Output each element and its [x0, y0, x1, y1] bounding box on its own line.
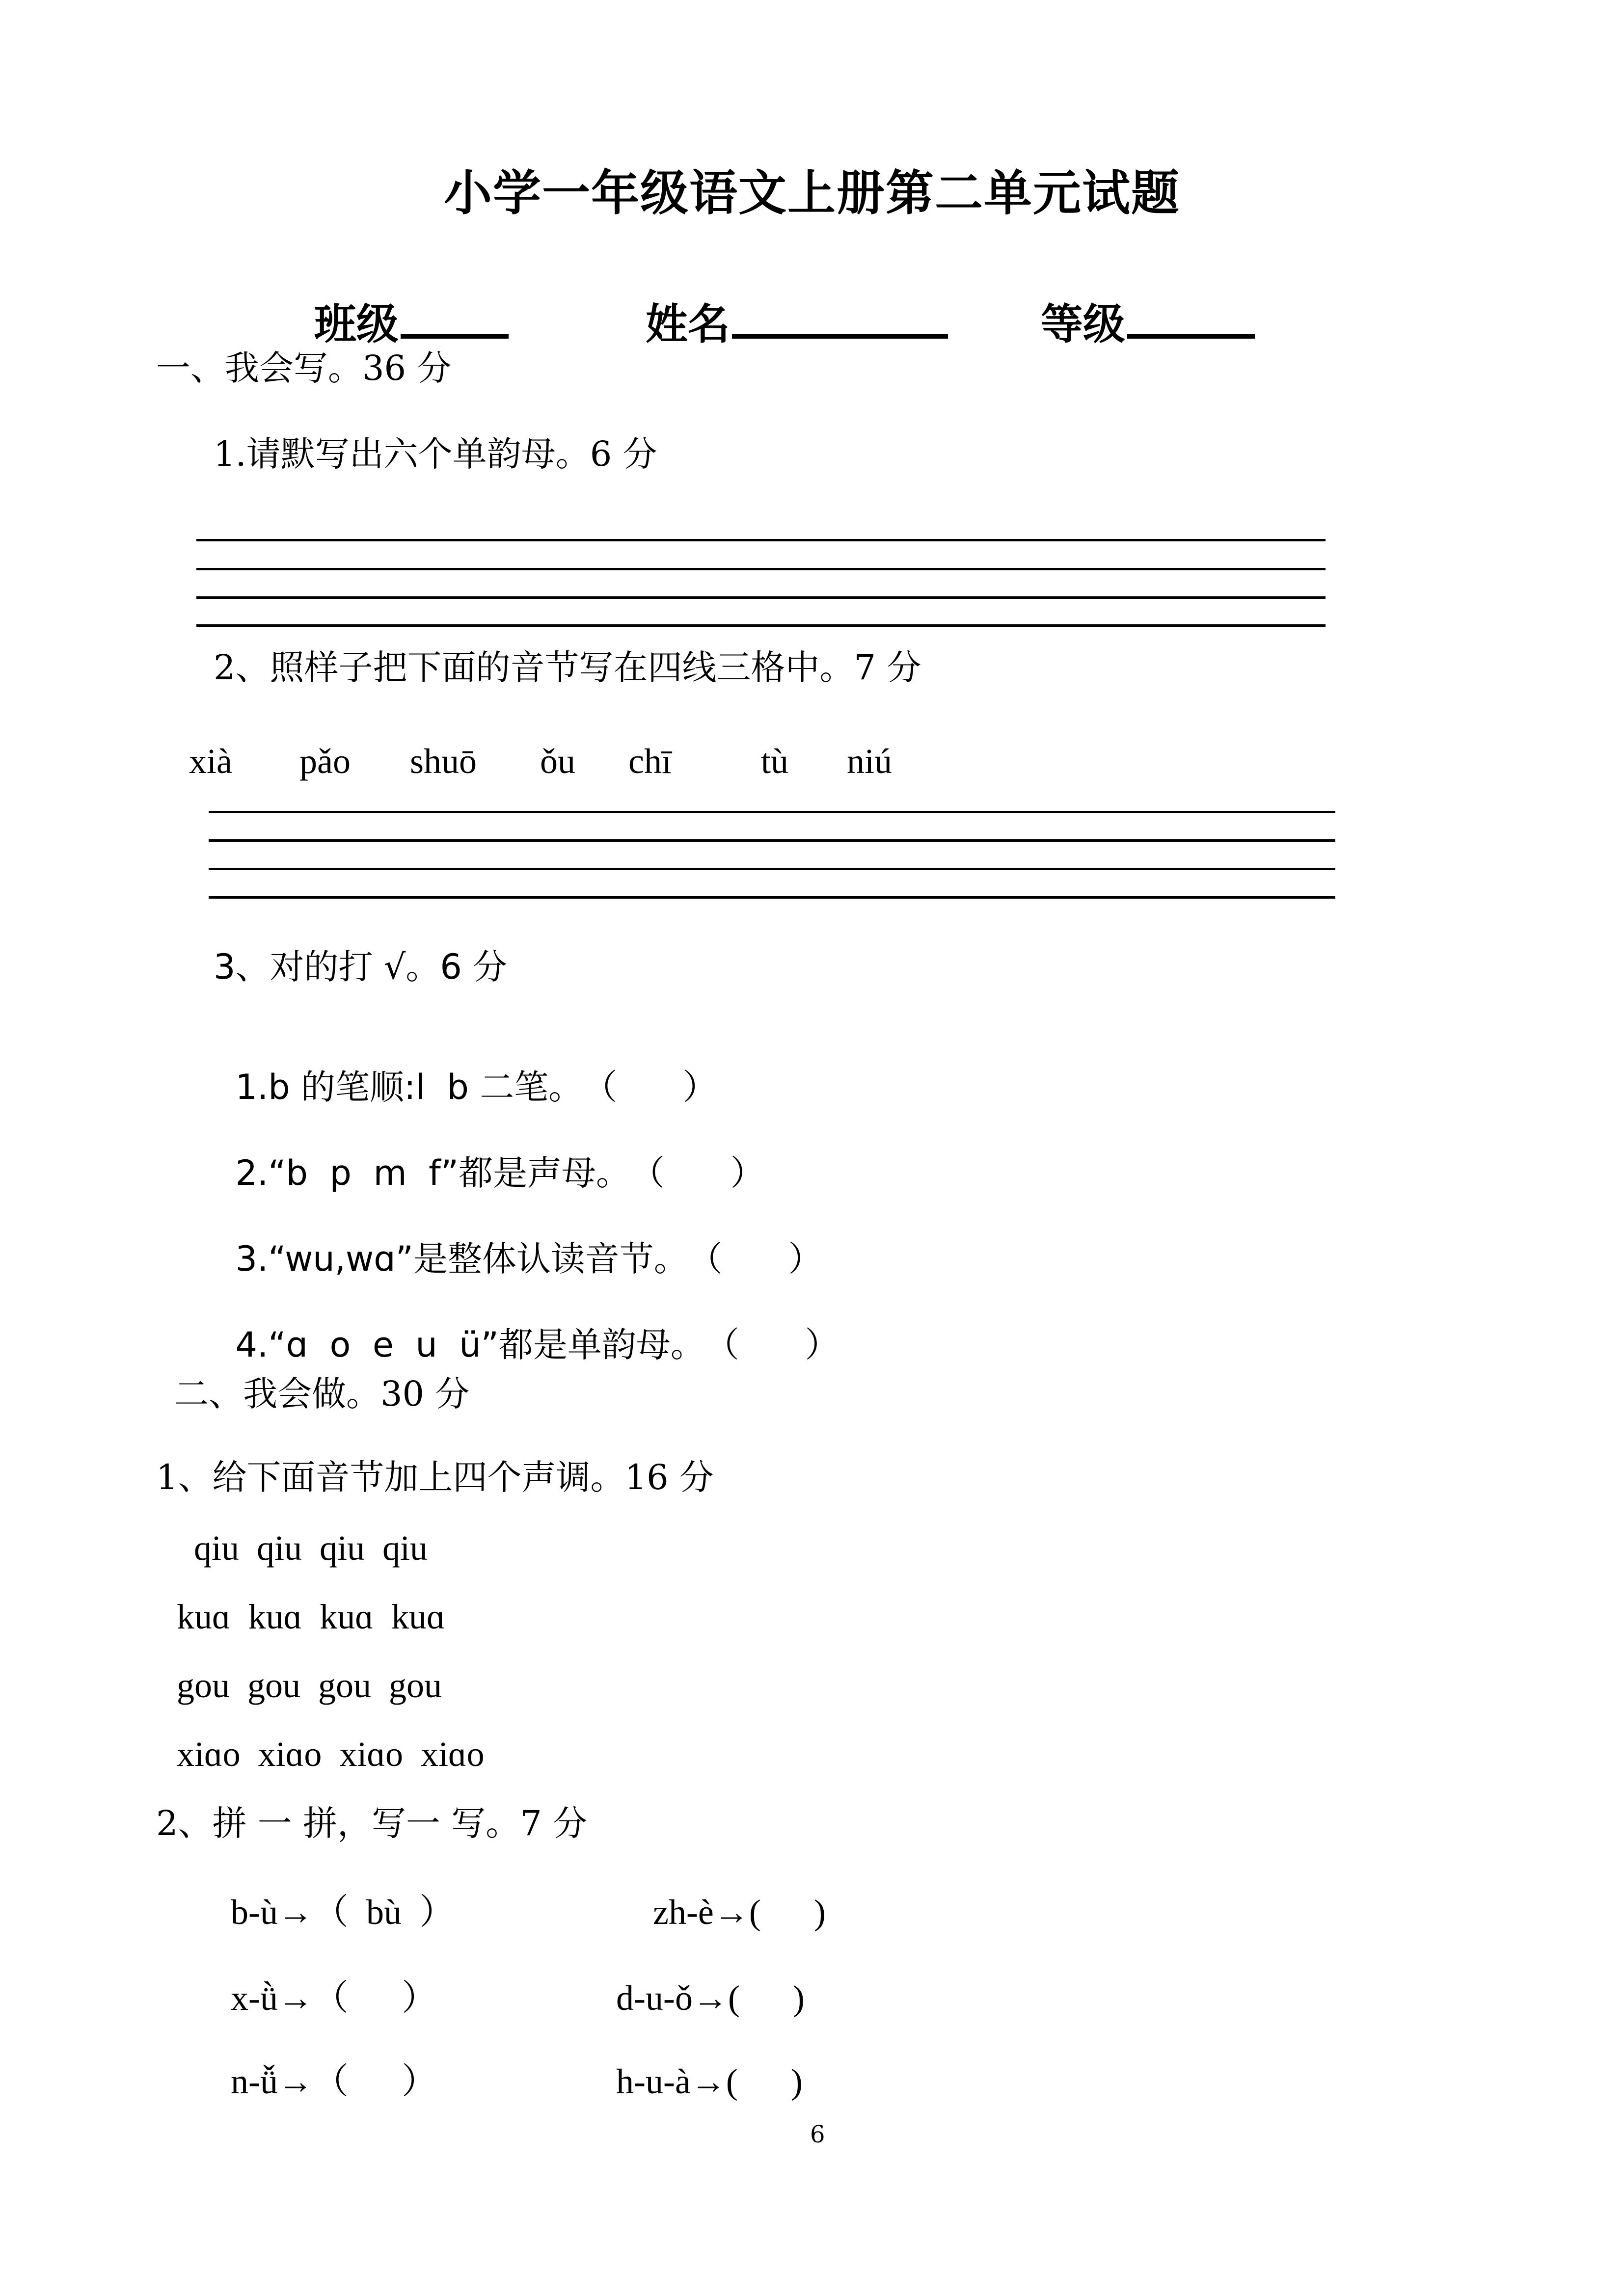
grade-blank[interactable]	[1127, 300, 1255, 339]
spell-item[interactable]: h-u-à→( )	[616, 2062, 803, 2101]
q3-item	[214, 1036, 717, 1107]
grade-field	[1011, 258, 1255, 349]
spell-item[interactable]: d-u-ǒ→( )	[616, 1978, 805, 2018]
writing-line	[209, 868, 1335, 870]
q2-syllable: xià	[189, 742, 232, 781]
s2-q1-prompt: 1、给下面音节加上四个声调。16 分	[156, 1457, 714, 1497]
q2-syllable: chī	[628, 742, 672, 781]
name-field	[616, 258, 948, 349]
q2-syllable: tù	[761, 742, 789, 781]
section2-heading: 二、我会做。30 分	[174, 1374, 470, 1414]
q2-prompt: 2、照样子把下面的音节写在四线三格中。7 分	[214, 647, 921, 688]
class-field	[285, 258, 509, 349]
name-blank[interactable]	[732, 300, 948, 339]
q3-item-text: 4.“ɑ o e u ü”都是单韵母。	[235, 1325, 705, 1365]
class-blank[interactable]	[401, 300, 509, 339]
answer-paren[interactable]: （ ）	[583, 1067, 717, 1107]
writing-line	[209, 811, 1335, 813]
answer-paren[interactable]: （ ）	[688, 1239, 823, 1279]
q2-syllable: pǎo	[299, 742, 351, 781]
tone-row: gou gou gou gou	[177, 1666, 442, 1705]
writing-line	[196, 568, 1326, 570]
q3-item-text: 2.“b p m f”都是声母。	[235, 1153, 631, 1193]
q2-syllable: shuō	[410, 742, 477, 781]
spell-item[interactable]: n-ǚ→（ ）	[231, 2062, 437, 2101]
q1-prompt: 1.请默写出六个单韵母。6 分	[214, 434, 657, 474]
writing-line	[196, 624, 1326, 627]
section1-heading: 一、我会写。36 分	[156, 348, 452, 388]
name-label: 姓名	[645, 300, 730, 349]
q3-item-text: 1.b 的笔顺:l b 二笔。	[235, 1067, 583, 1107]
answer-paren[interactable]: （ ）	[704, 1325, 839, 1365]
writing-line	[209, 896, 1335, 899]
q2-syllable: niú	[847, 742, 893, 781]
spell-item[interactable]: x-ǜ→（ ）	[231, 1978, 437, 2018]
class-label: 班级	[314, 300, 399, 349]
spell-item[interactable]: zh-è→( )	[653, 1893, 826, 1932]
answer-paren[interactable]: （ ）	[630, 1153, 765, 1193]
q2-syllable: ǒu	[540, 742, 575, 781]
writing-line	[196, 539, 1326, 541]
page-title: 小学一年级语文上册第二单元试题	[443, 165, 1180, 221]
q3-item	[214, 1293, 839, 1365]
page-number: 6	[810, 2121, 825, 2148]
tone-row: qiu qiu qiu qiu	[194, 1528, 428, 1568]
q3-item	[214, 1121, 765, 1193]
spell-item[interactable]: b-ù→（ bù ）	[231, 1893, 455, 1932]
q3-prompt: 3、对的打 √。6 分	[214, 947, 508, 987]
s2-q2-prompt: 2、拼 一 拼，写一 写。7 分	[156, 1803, 588, 1843]
q3-item	[214, 1207, 823, 1279]
tone-row: xiɑo xiɑo xiɑo xiɑo	[177, 1735, 485, 1774]
writing-line	[209, 839, 1335, 842]
writing-line	[196, 596, 1326, 599]
q3-item-text: 3.“wu,wɑ”是整体认读音节。	[235, 1239, 688, 1279]
tone-row: kuɑ kuɑ kuɑ kuɑ	[177, 1597, 445, 1636]
grade-label: 等级	[1040, 300, 1125, 349]
